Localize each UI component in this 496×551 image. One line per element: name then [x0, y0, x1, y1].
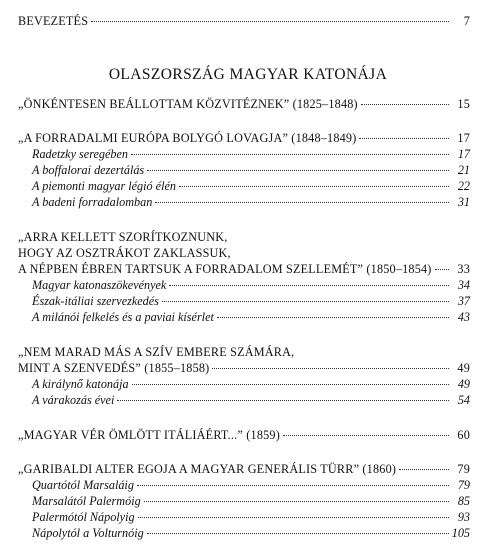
dot-leader — [162, 301, 449, 302]
page-number: 21 — [457, 163, 470, 177]
page-number: 54 — [457, 393, 470, 407]
page-number: 17 — [457, 147, 470, 161]
chapter-title: A NÉPBEN ÉBREN TARTSUK A FORRADALOM SZELLEMÉT” (1850–1854) — [18, 262, 432, 276]
dot-leader — [131, 154, 449, 155]
page-number: 37 — [457, 294, 470, 308]
dot-leader — [361, 104, 449, 105]
subentry-title: Quartótól Marsaláig — [32, 478, 134, 492]
page-number: 60 — [457, 428, 470, 442]
toc-subentry — [32, 494, 470, 508]
toc-chapter — [18, 428, 470, 442]
chapter-title: „GARIBALDI ALTER EGOJA A MAGYAR GENERÁLIS TÜRR” (1860) — [18, 462, 397, 476]
dot-leader — [435, 269, 449, 270]
dot-leader — [91, 21, 449, 22]
page-number: 15 — [457, 97, 470, 111]
toc-subentry — [32, 310, 470, 324]
toc-chapter — [18, 97, 470, 111]
dot-leader — [283, 435, 449, 436]
dot-leader — [147, 170, 449, 171]
page-number: 93 — [457, 510, 470, 524]
chapter-title-line: „ARRA KELLETT SZORÍTKOZNUNK, — [18, 230, 228, 244]
page-number: 85 — [457, 494, 470, 508]
page-number: 31 — [457, 195, 470, 209]
chapter-title: „MAGYAR VÉR ÖMLÖTT ITÁLIÁÉRT...” (1859) — [18, 428, 280, 442]
toc-subentry — [32, 163, 470, 177]
toc-chapter — [18, 361, 470, 375]
toc-subentry — [32, 278, 470, 292]
subentry-title: Nápolytól a Volturnóig — [32, 526, 144, 540]
dot-leader — [399, 469, 449, 470]
subentry-title: Palermótól Nápolyig — [32, 510, 135, 524]
page-number: 17 — [457, 131, 470, 145]
page-number: 22 — [457, 179, 470, 193]
dot-leader — [155, 202, 449, 203]
toc-chapter — [18, 131, 470, 145]
subentry-title: A milánói felkelés és a paviai kísérlet — [32, 310, 214, 324]
subentry-title: A badeni forradalomban — [32, 195, 153, 209]
chapter-title: „A FORRADALMI EURÓPA BOLYGÓ LOVAGJA” (1848–1849) — [18, 131, 357, 145]
toc-subentry — [32, 179, 470, 193]
subentry-title: A várakozás évei — [32, 393, 115, 407]
part-title: OLASZORSZÁG MAGYAR KATONÁJA — [108, 66, 388, 83]
page-number: 34 — [457, 278, 470, 292]
dot-leader — [359, 138, 449, 139]
dot-leader — [138, 517, 449, 518]
dot-leader — [144, 501, 449, 502]
dot-leader — [147, 533, 449, 534]
page-number: 49 — [457, 361, 470, 375]
toc-subentry — [32, 478, 470, 492]
page-number: 7 — [463, 14, 470, 28]
toc-subentry — [32, 510, 470, 524]
page-number: 49 — [457, 377, 470, 391]
dot-leader — [212, 368, 449, 369]
toc-subentry — [32, 377, 470, 391]
toc-chapter — [18, 462, 470, 476]
dot-leader — [169, 285, 449, 286]
subentry-title: Magyar katonaszökevények — [32, 278, 167, 292]
subentry-title: A piemonti magyar légió élén — [32, 179, 176, 193]
toc-chapter — [18, 262, 470, 276]
subentry-title: Marsalától Palermóig — [32, 494, 141, 508]
subentry-title: A boffalorai dezertálás — [32, 163, 145, 177]
page-number: 79 — [457, 462, 470, 476]
chapter-title: MINT A SZENVEDÉS” (1855–1858) — [18, 361, 210, 375]
chapter-title-line: „NEM MARAD MÁS A SZÍV EMBERE SZÁMÁRA, — [18, 345, 295, 359]
dot-leader — [179, 186, 449, 187]
dot-leader — [137, 485, 449, 486]
subentry-title: Észak-itáliai szervezkedés — [32, 294, 159, 308]
subentry-title: Radetzky seregében — [32, 147, 128, 161]
dot-leader — [132, 384, 449, 385]
toc-subentry — [32, 294, 470, 308]
chapter-title: „ÖNKÉNTESEN BEÁLLOTTAM KÖZVITÉZNEK” (1825–1848) — [18, 97, 358, 111]
toc-subentry — [32, 393, 470, 407]
subentry-title: A királynő katonája — [32, 377, 129, 391]
toc-entry-intro — [18, 14, 470, 28]
toc-subentry — [32, 195, 470, 209]
toc-subentry — [32, 147, 470, 161]
entry-title: BEVEZETÉS — [18, 14, 89, 28]
chapter-title-line: HOGY AZ OSZTRÁKOT ZAKLASSUK, — [18, 246, 231, 260]
page-number: 33 — [457, 262, 470, 276]
page-number: 79 — [457, 478, 470, 492]
page-number: 43 — [457, 310, 470, 324]
dot-leader — [217, 317, 449, 318]
page-number: 105 — [451, 526, 470, 540]
toc-subentry — [32, 526, 470, 540]
dot-leader — [117, 400, 449, 401]
